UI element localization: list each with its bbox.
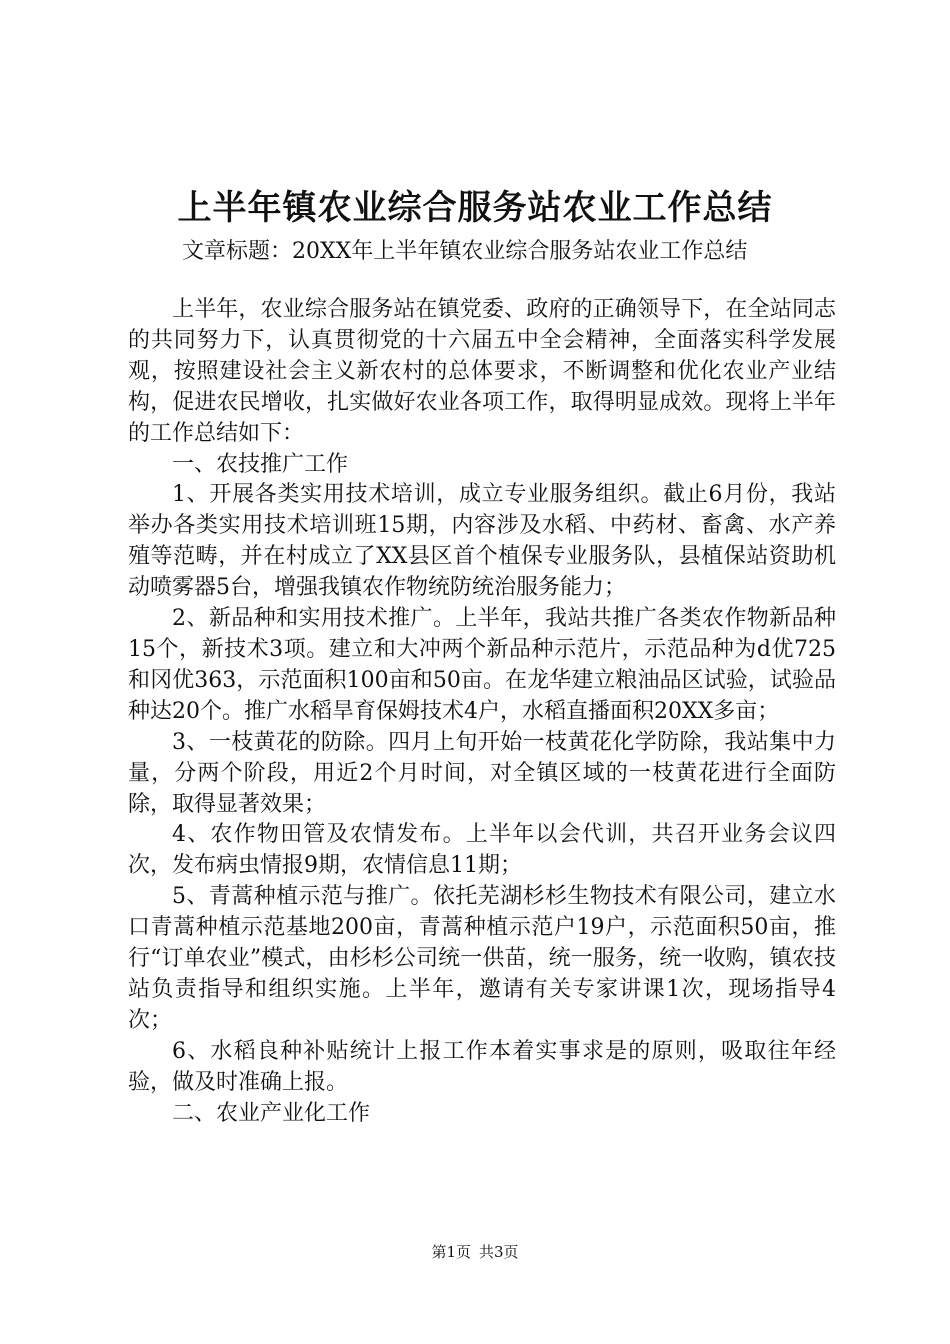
- paragraph-item-6: 6、水稻良种补贴统计上报工作本着实事求是的原则，吸取往年经验，做及时准确上报。: [128, 1038, 836, 1095]
- paragraph-item-5: 5、青蒿种植示范与推广。依托芜湖杉杉生物技术有限公司，建立水口青蒿种植示范基地200亩，青蒿种植示范户19户，示范面积50亩，推行“订单农业”模式，由杉杉公司统一供苗，统一服务，统一收购，镇农技站负责指导和组织实施。上半年，邀请有关专家讲课1次，现场指导4次；: [128, 884, 836, 1033]
- page-number-total: 共3页: [479, 1243, 519, 1261]
- paragraph-item-1: 1、开展各类实用技术培训，成立专业服务组织。截止6月份，我站举办各类实用技术培训班15期，内容涉及水稻、中药材、畜禽、水产养殖等范畴，并在村成立了XX县区首个植保专业服务队，县植保站资助机动喷雾器5台，增强我镇农作物统防统治服务能力；: [128, 482, 836, 601]
- document-title: 上半年镇农业综合服务站农业工作总结: [177, 188, 773, 228]
- page-number-current: 第1页: [431, 1243, 471, 1261]
- paragraph-item-3: 3、一枝黄花的防除。四月上旬开始一枝黄花化学防除，我站集中力量，分两个阶段，用近2个月时间，对全镇区域的一枝黄花进行全面防除，取得显著效果；: [128, 729, 836, 817]
- section-heading-1: 一、农技推广工作: [172, 451, 349, 477]
- document-subtitle: 文章标题：20XX年上半年镇农业综合服务站农业工作总结: [182, 239, 748, 264]
- section-heading-2: 二、农业产业化工作: [172, 1100, 371, 1126]
- paragraph-intro: 上半年，农业综合服务站在镇党委、政府的正确领导下，在全站同志的共同努力下，认真贯彻党的十六届五中全会精神，全面落实科学发展观，按照建设社会主义新农村的总体要求，不断调整和优化农业产业结构，促进农民增收，扎实做好农业各项工作，取得明显成效。现将上半年的工作总结如下：: [128, 297, 836, 446]
- paragraph-item-2: 2、新品种和实用技术推广。上半年，我站共推广各类农作物新品种15个，新技术3项。建立和大冲两个新品种示范片，示范品种为d优725和冈优363，示范面积100亩和50亩。在龙华建立粮油品区试验，试验品种达20个。推广水稻旱育保姆技术4户，水稻直播面积20XX多亩；: [128, 606, 836, 724]
- document-body: [128, 295, 836, 1129]
- paragraph-item-4: 4、农作物田管及农情发布。上半年以会代训，共召开业务会议四次，发布病虫情报9期，农情信息11期；: [128, 822, 836, 879]
- page-footer: [0, 1242, 950, 1262]
